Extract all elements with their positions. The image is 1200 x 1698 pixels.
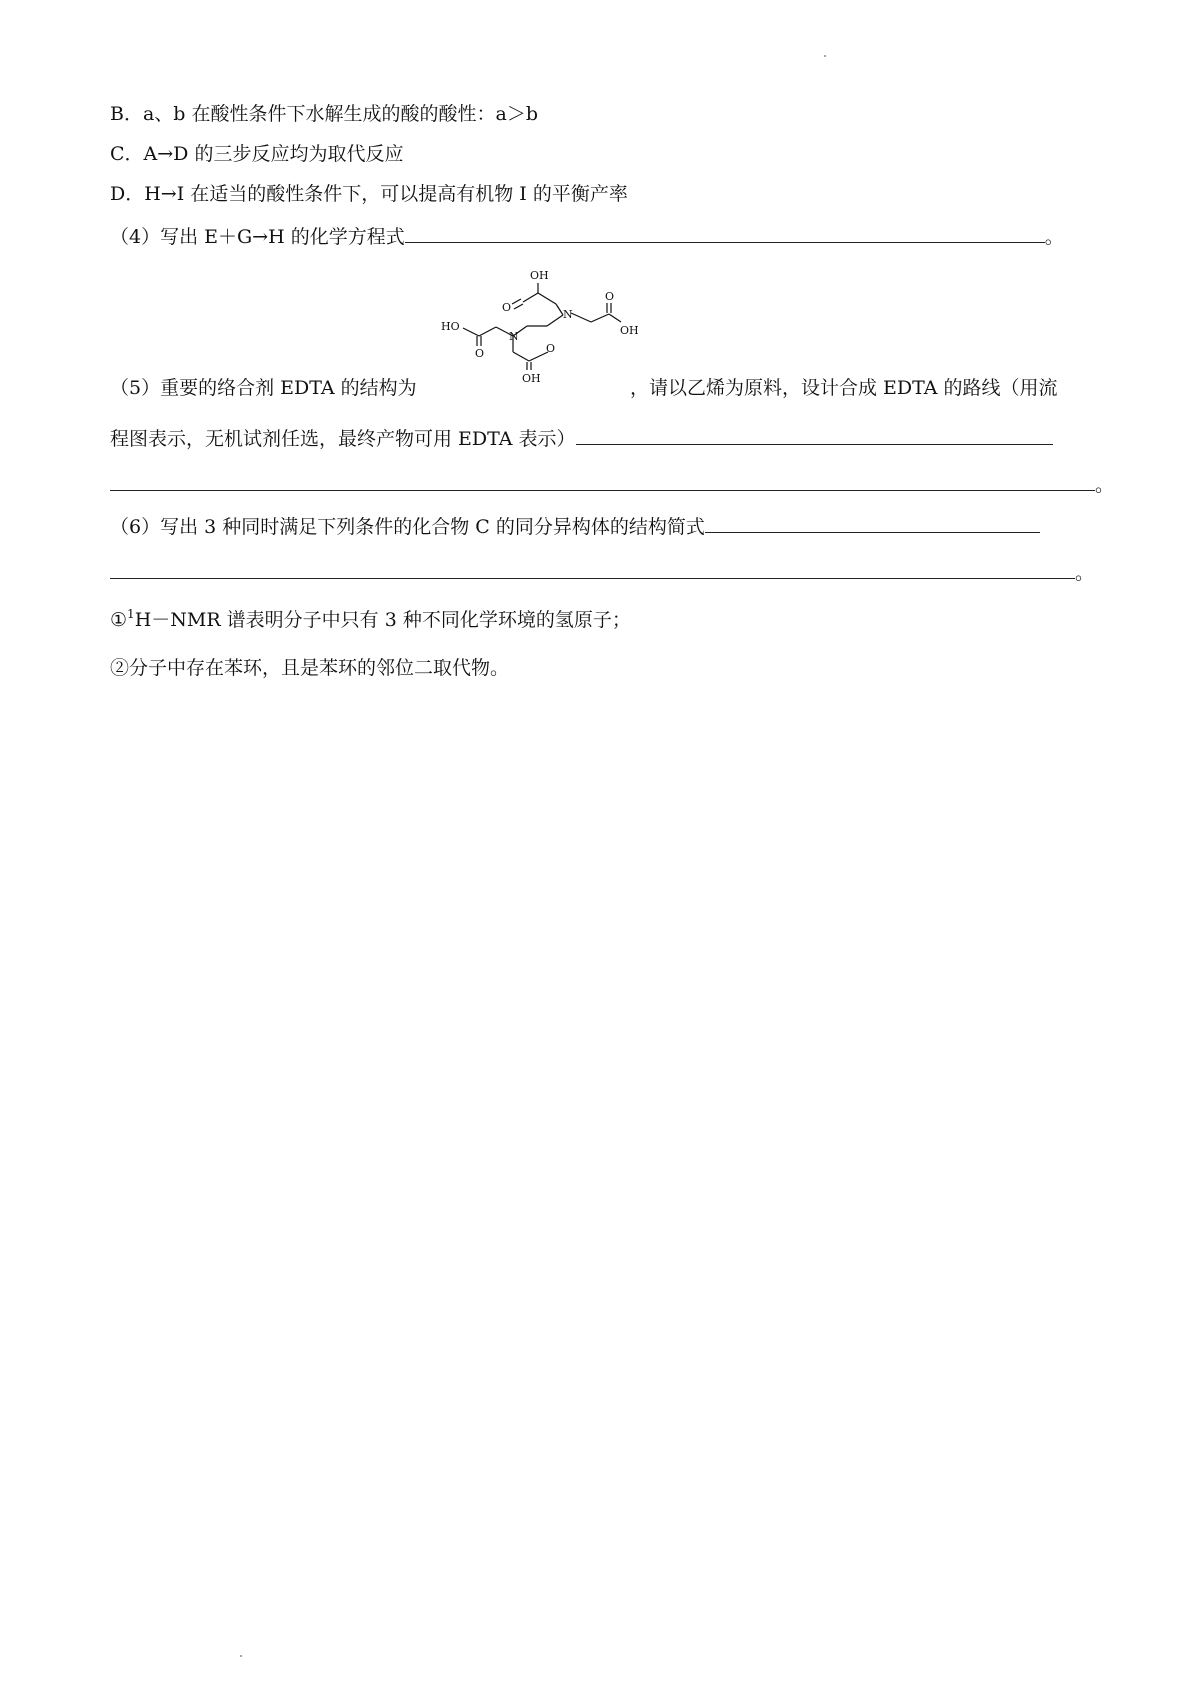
- edta-label-oh-bottom: OH: [522, 372, 541, 385]
- edta-structure-diagram: [435, 262, 645, 392]
- question-4: [110, 222, 1064, 251]
- answer-blank-q5-line2[interactable]: [110, 470, 1095, 491]
- question-4-end: 。: [1044, 226, 1064, 248]
- condition-2: ②分子中存在苯环，且是苯环的邻位二取代物。: [110, 657, 510, 679]
- question-6: [110, 512, 1040, 541]
- question-5-text-before: （5）重要的络合剂 EDTA 的结构为: [110, 377, 417, 399]
- question-6-text: （6）写出 3 种同时满足下列条件的化合物 C 的同分异构体的结构简式: [110, 516, 705, 538]
- condition-1: [110, 606, 631, 636]
- question-5-line-2: [110, 424, 1053, 453]
- edta-label-oh-right: OH: [620, 324, 639, 337]
- question-6-line-2: [110, 558, 1094, 587]
- edta-label-ho-left: HO: [441, 320, 460, 333]
- option-d: D．H→I 在适当的酸性条件下，可以提高有机物 I 的平衡产率: [110, 183, 628, 205]
- option-b: B．a、b 在酸性条件下水解生成的酸的酸性：a＞b: [110, 103, 538, 125]
- answer-blank-q5-line1[interactable]: [576, 424, 1053, 445]
- edta-label-o-bottom: O: [546, 342, 556, 355]
- answer-blank-q4[interactable]: [405, 222, 1045, 243]
- condition-1-prefix: ①: [110, 609, 128, 631]
- option-c: C．A→D 的三步反应均为取代反应: [110, 143, 404, 165]
- question-5-line-3: [110, 470, 1114, 499]
- edta-label-o-left: O: [475, 347, 485, 360]
- answer-blank-q6-line1[interactable]: [705, 512, 1040, 533]
- edta-label-n-right: N: [563, 308, 573, 321]
- edta-label-o-top: O: [502, 301, 512, 314]
- scan-speck: [240, 1655, 242, 1657]
- question-4-text: （4）写出 E＋G→H 的化学方程式: [110, 226, 405, 248]
- condition-1-superscript: 1: [127, 607, 135, 621]
- question-6-end: 。: [1075, 562, 1095, 584]
- question-5-end: 。: [1095, 474, 1115, 496]
- scan-speck: [824, 55, 826, 57]
- answer-blank-q6-line2[interactable]: [110, 558, 1075, 579]
- edta-label-o-right: O: [605, 290, 615, 303]
- question-5-text-after: ，请以乙烯为原料，设计合成 EDTA 的路线（用流: [630, 377, 1058, 399]
- edta-label-n-left: N: [509, 330, 519, 343]
- condition-1-text: H－NMR 谱表明分子中只有 3 种不同化学环境的氢原子；: [134, 609, 631, 631]
- edta-label-oh-top: OH: [530, 269, 549, 282]
- question-5-line-2-text: 程图表示，无机试剂任选，最终产物可用 EDTA 表示）: [110, 428, 576, 450]
